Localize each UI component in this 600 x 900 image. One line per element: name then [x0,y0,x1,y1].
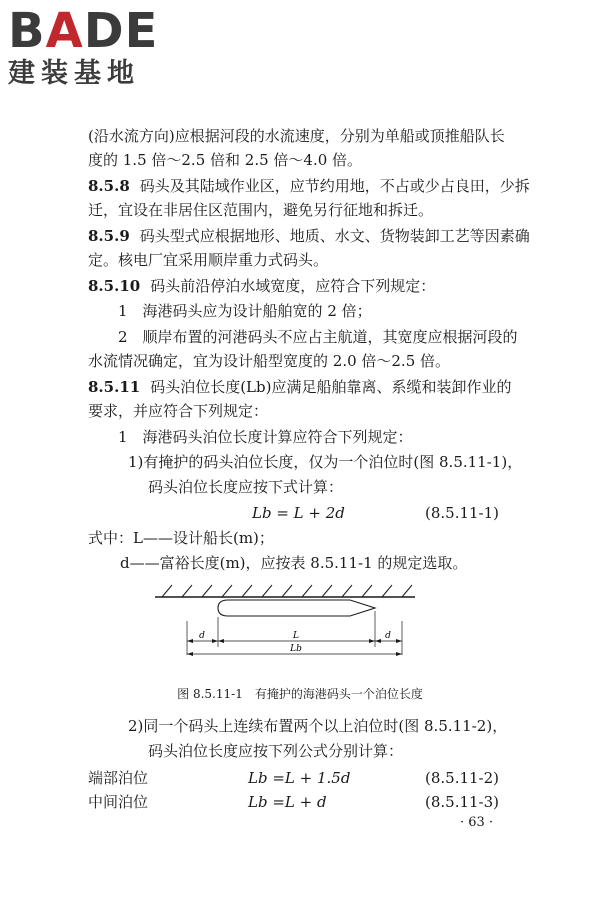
clause-text: 码头型式应根据地形、地质、水文、货物装卸工艺等因素确 [139,227,530,245]
list-item: 1 海港码头应为设计船舶宽的 2 倍； [118,302,372,320]
clause-number: 8.5.11 [88,378,141,396]
clause-number: 8.5.10 [88,277,141,295]
label-middle-berth: 中间泊位 [88,793,149,811]
clause-text: 码头泊位长度(Lb)应满足船舶靠离、系缆和装卸作业的 [150,378,512,396]
quay-hatching [162,585,412,597]
text-line: 要求，并应符合下列规定： [88,402,269,420]
text-line: 水流情况确定，宜为设计船型宽度的 2.0 倍～2.5 倍。 [88,352,451,370]
text-line: 定。核电厂宜采用顺岸重力式码头。 [88,251,329,269]
clause-text: 码头前沿停泊水域宽度，应符合下列规定： [150,277,436,295]
formula-number: (8.5.11-3) [425,793,500,811]
logo-letters-de: DE [83,3,159,59]
dim-label-d-left: d [199,631,205,641]
page-number: · 63 · [460,815,494,830]
clause-8-5-10 [88,276,435,296]
formula-8-5-11-3: Lb =L + d [248,793,327,811]
logo-subtitle: 建装基地 [8,58,140,89]
figure-caption: 图 8.5.11-1 有掩护的海港码头一个泊位长度 [177,687,423,701]
sub-item: 2)同一个码头上连续布置两个以上泊位时(图 8.5.11-2)， [128,717,508,735]
clause-8-5-11 [88,377,511,397]
dim-label-Lb: Lb [290,644,302,654]
list-item: 2 顺岸布置的河港码头不应占主航道，其宽度应根据河段的 [118,328,518,346]
ship-outline [218,600,375,616]
clause-8-5-8 [88,176,530,196]
brand-logo [8,3,178,90]
text-line: 码头泊位长度应按下列公式分别计算： [148,742,404,760]
clause-8-5-9 [88,226,530,246]
dim-label-L: L [293,631,299,641]
clause-text: 码头及其陆域作业区，应节约用地，不占或少占良田，少拆 [139,177,530,195]
text-line: 码头泊位长度应按下式计算： [148,478,344,496]
logo-letter-a: A [45,3,84,59]
text-line: (沿水流方向)应根据河段的水流速度，分别为单船或顶推船队长 [88,127,505,145]
list-item: 1 海港码头泊位长度计算应符合下列规定： [118,428,413,446]
berth-length-diagram [150,575,420,665]
logo-wordmark [8,3,178,59]
dim-label-d-right: d [385,631,391,641]
where-clause: d——富裕长度(m)，应按表 8.5.11-1 的规定选取。 [120,554,468,572]
label-end-berth: 端部泊位 [88,769,149,787]
text-line: 迁，宜设在非居住区范围内，避免另行征地和拆迁。 [88,201,434,219]
where-clause: 式中：L——设计船长(m)； [88,529,274,547]
logo-letter-b: B [8,3,46,59]
clause-number: 8.5.8 [88,177,130,195]
formula-number: (8.5.11-2) [425,769,500,787]
sub-item: 1)有掩护的码头泊位长度，仅为一个泊位时(图 8.5.11-1)， [128,453,523,471]
formula-number: (8.5.11-1) [425,504,500,522]
clause-number: 8.5.9 [88,227,130,245]
formula-8-5-11-2: Lb =L + 1.5d [248,769,351,787]
formula-8-5-11-1: Lb = L + 2d [252,504,345,522]
text-line: 度的 1.5 倍～2.5 倍和 2.5 倍～4.0 倍。 [88,151,363,169]
